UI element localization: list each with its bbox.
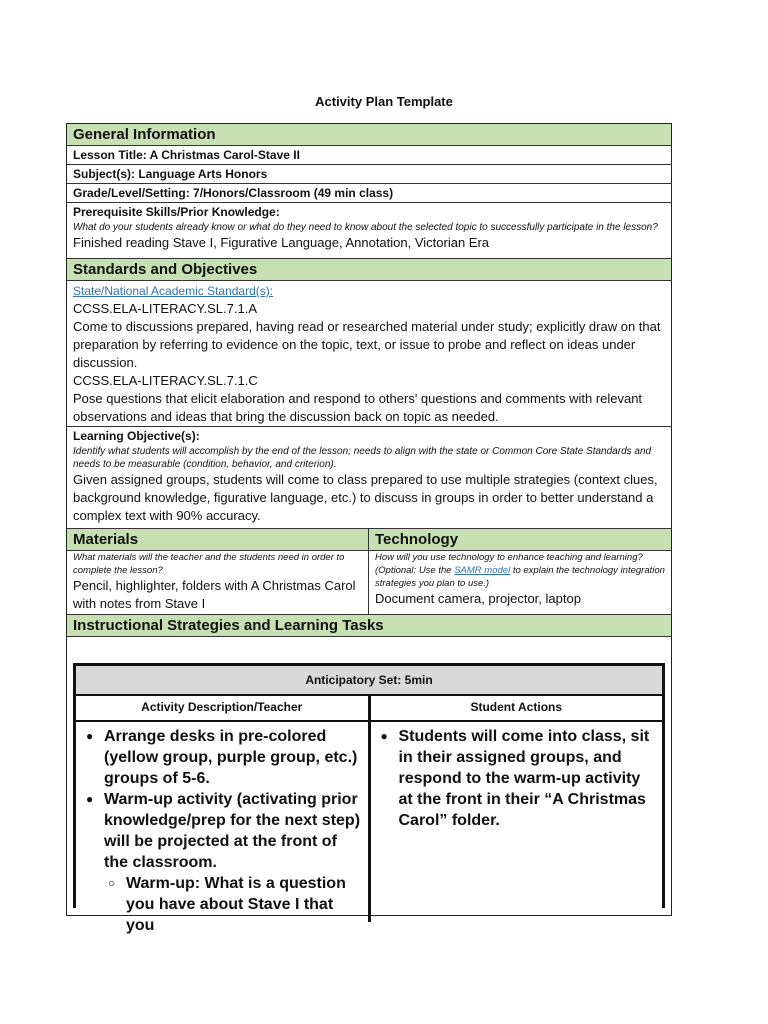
standard-code-1: CCSS.ELA-LITERACY.SL.7.1.A (73, 301, 258, 316)
prereq-section (67, 203, 671, 259)
teacher-actions (76, 722, 371, 934)
materials-hint: What materials will the teacher and the students need in order to complete the lesson? (73, 552, 345, 576)
materials-tech-row (67, 551, 671, 615)
anticipatory-set-label: Anticipatory Set: 5min (76, 666, 662, 696)
standards-header: Standards and Objectives (67, 259, 671, 281)
anticipatory-column-headers (76, 696, 662, 722)
subjects: Subject(s): Language Arts Honors (67, 165, 671, 184)
instruction-section (67, 637, 671, 934)
activity-plan-table (66, 123, 672, 934)
standard-text-1: Come to discussions prepared, having read or researched material under study; explicitly draw on that preparation by referring to evidence on the topic, text, or issue to probe and reflect on ideas under discussion. (73, 319, 661, 370)
list-item: ● Warm-up activity (activating prior knowledge/prep for the next step) will be projected at the front of the classroom. ○ Warm-up: What is a question you have about Stave I that you (104, 789, 362, 936)
general-info-header: General Information (67, 124, 671, 146)
materials-tech-header-row (67, 529, 671, 551)
objective-label: Learning Objective(s): (73, 429, 200, 443)
objective-value: Given assigned groups, students will come to class prepared to use multiple strategies (context clues, background knowledge, figurative language, etc.) to discuss in groups in order to better understand a complex text with 90% accuracy. (73, 472, 658, 523)
list-item: ● Arrange desks in pre-colored (yellow group, purple group, etc.) groups of 5-6. (104, 726, 362, 789)
materials-cell (67, 551, 369, 614)
anticipatory-body (76, 722, 662, 934)
list-item: ○ Warm-up: What is a question you have about Stave I that you (126, 873, 362, 936)
list-item: ● Students will come into class, sit in their assigned groups, and respond to the warm-up activity at the front in their “A Christmas Carol” folder. (399, 726, 657, 831)
samr-model-link[interactable]: SAMR model (454, 565, 511, 576)
materials-header: Materials (67, 529, 369, 551)
document-title: Activity Plan Template (315, 94, 453, 109)
technology-hint: How will you use technology to enhance teaching and learning? (Optional: Use the SAMR model to explain the technology integration strategies you plan to use.) (375, 552, 665, 589)
standard-code-2: CCSS.ELA-LITERACY.SL.7.1.C (73, 373, 258, 388)
materials-value: Pencil, highlighter, folders with A Christmas Carol with notes from Stave I (73, 578, 356, 611)
anticipatory-table (73, 663, 665, 934)
objective-hint: Identify what students will accomplish by the end of the lesson; needs to align with the state or Common Core State Standards and needs to be measurable (condition, behavior, and criterion). (73, 446, 652, 470)
prereq-label: Prerequisite Skills/Prior Knowledge: (73, 205, 280, 219)
instruction-header: Instructional Strategies and Learning Tasks (67, 615, 671, 637)
teacher-column-header: Activity Description/Teacher (76, 696, 371, 720)
prereq-value: Finished reading Stave I, Figurative Language, Annotation, Victorian Era (73, 235, 490, 250)
prereq-hint: What do your students already know or what do they need to know about the selected topic to successfully participate in the lesson? (73, 222, 658, 233)
objective-section (67, 427, 671, 529)
grade-level: Grade/Level/Setting: 7/Honors/Classroom (49 min class) (67, 184, 671, 203)
standards-section (67, 281, 671, 427)
student-column-header: Student Actions (470, 700, 563, 714)
lesson-title: Lesson Title: A Christmas Carol-Stave II (67, 146, 671, 165)
technology-cell (369, 551, 671, 614)
standards-link[interactable]: State/National Academic Standard(s): (73, 284, 274, 298)
standard-text-2: Pose questions that elicit elaboration and respond to others' questions and comments with relevant observations and ideas that bring the discussion back on topic as needed. (73, 391, 643, 424)
technology-value: Document camera, projector, laptop (375, 591, 581, 606)
technology-header: Technology (375, 531, 459, 548)
student-actions (371, 722, 663, 922)
